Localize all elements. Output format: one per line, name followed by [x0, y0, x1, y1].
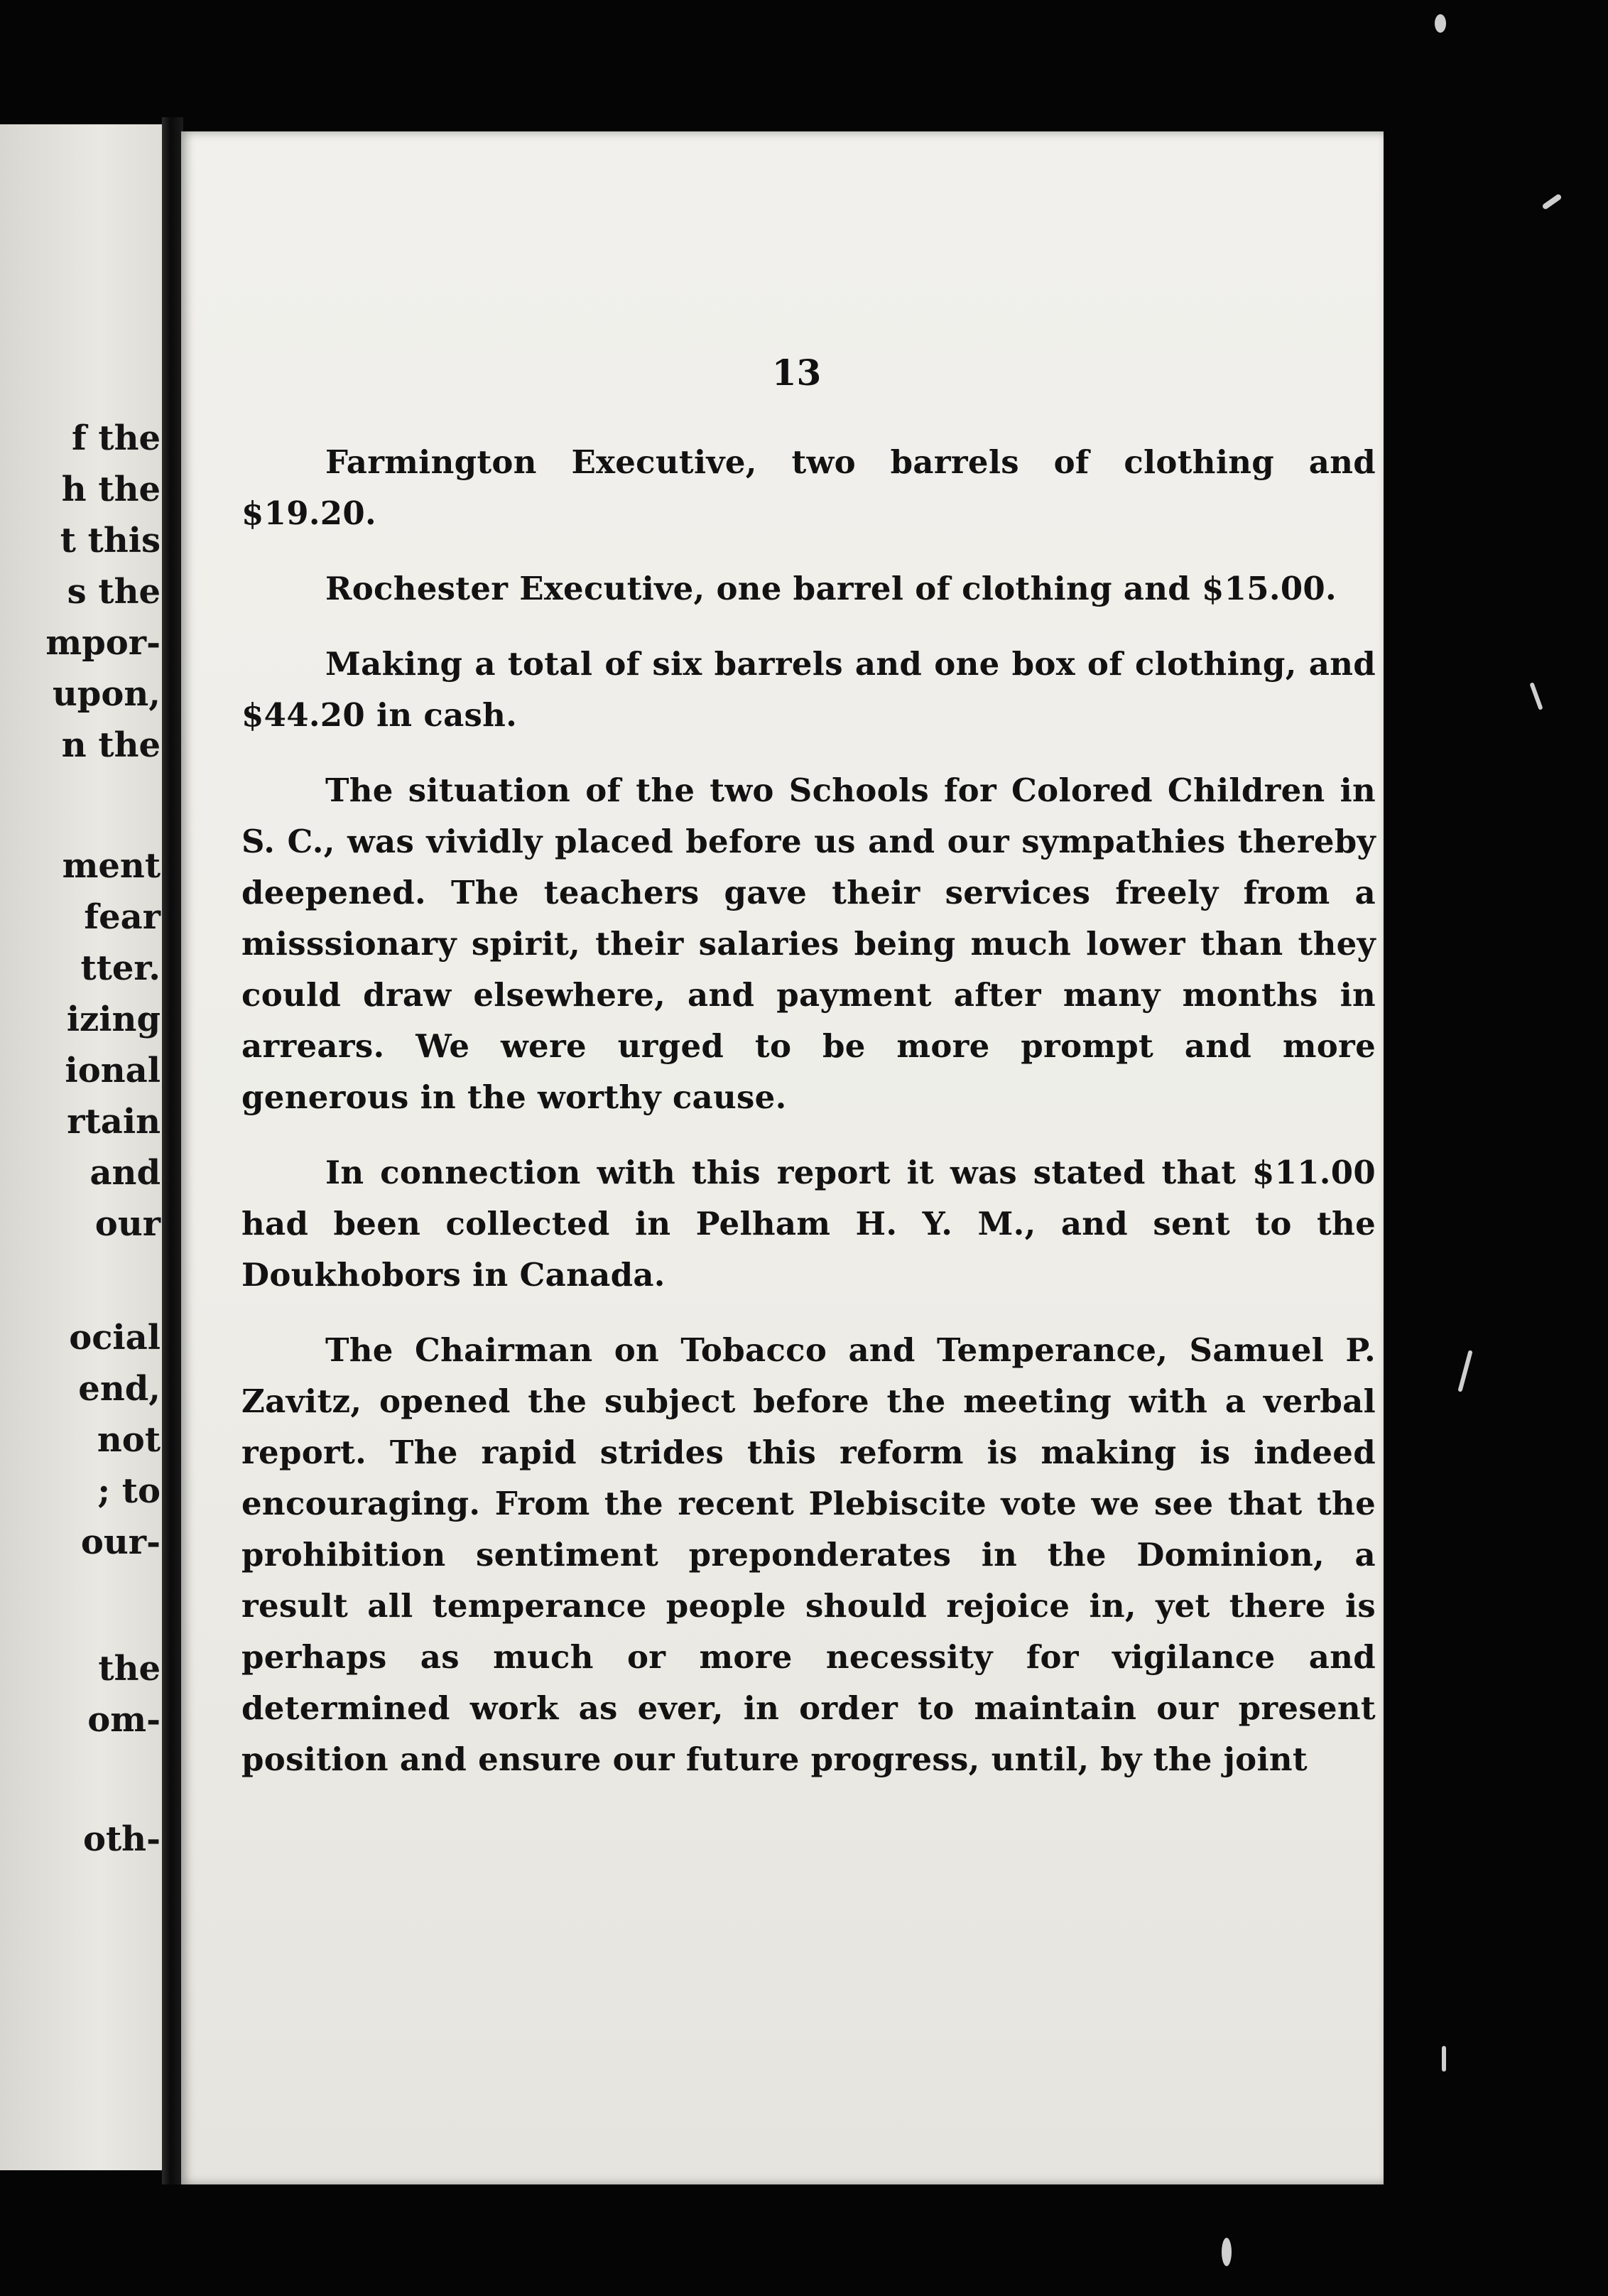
book-gutter-shadow — [162, 117, 183, 2184]
left-page-line: our- — [80, 1522, 161, 1562]
left-page-line: n the — [61, 725, 161, 765]
left-page-line: om- — [87, 1700, 161, 1740]
left-page-line: tter. — [80, 948, 161, 988]
paragraph-total: Making a total of six barrels and one box of clothing, and $44.20 in cash. — [241, 645, 1376, 734]
left-facing-page — [0, 124, 165, 2170]
left-page-line: end, — [78, 1369, 161, 1409]
left-page-line: ment — [62, 846, 161, 886]
main-page — [181, 131, 1384, 2184]
left-page-line: and — [89, 1153, 161, 1193]
paragraph-temperance: The Chairman on Tobacco and Temperance, Samuel P. Zavitz, opened the subject before the meeting with a verbal report. The rapid strides this reform is making is indeed encouraging. From the recent Plebiscite vote we see that the prohibition sentiment preponderates in the Dominion, a result all temperance people should rejoice in, yet there is perhaps as much or more necessity for vigilance and determined work as ever, in order to maintain our present position and ensure our future progress, until, by the joint — [241, 1331, 1376, 1778]
left-page-line: our — [94, 1204, 161, 1244]
left-page-line: ional — [65, 1051, 161, 1090]
scan-dust-speck — [1442, 2046, 1446, 2072]
left-page-line: t this — [60, 521, 161, 561]
scan-dust-speck — [1222, 2238, 1232, 2266]
page-number: 13 — [771, 352, 822, 394]
left-page-line: h the — [61, 470, 161, 509]
left-page-line: oth- — [82, 1819, 161, 1859]
page-body — [241, 437, 1376, 1809]
paragraph-rochester: Rochester Executive, one barrel of clothing and $15.00. — [325, 570, 1337, 607]
scan-dust-speck — [1457, 1350, 1472, 1392]
left-page-line: mpor- — [45, 623, 161, 663]
left-page-line: upon, — [52, 674, 161, 714]
left-page-line: fear — [84, 897, 161, 937]
left-page-line: s the — [67, 572, 161, 612]
paragraph-doukhobors: In connection with this report it was stated that $11.00 had been collected in Pelham H. Y. M., and sent to the Doukhobors in Canada. — [241, 1154, 1376, 1294]
left-page-line: ; to — [97, 1471, 161, 1511]
left-page-line: rtain — [67, 1102, 161, 1142]
left-page-line: ocial — [69, 1318, 161, 1358]
left-page-line: not — [97, 1420, 161, 1460]
paragraph-farmington: Farmington Executive, two barrels of clothing and $19.20. — [241, 443, 1376, 532]
paragraph-schools: The situation of the two Schools for Colored Children in S. C., was vividly placed before us and our sympathies thereby deepened. The teachers gave their services freely from a misssionary spirit, their salaries being much lower than they could draw elsewhere, and payment after many months in arrears. We were urged to be more prompt and more generous in the worthy cause. — [241, 771, 1376, 1116]
left-page-line: f the — [72, 418, 161, 458]
scan-dust-speck — [1529, 682, 1543, 710]
scan-dust-speck — [1435, 14, 1446, 33]
scan-dust-speck — [1541, 193, 1562, 210]
left-page-line: the — [98, 1649, 161, 1689]
left-page-line: izing — [66, 1000, 161, 1039]
